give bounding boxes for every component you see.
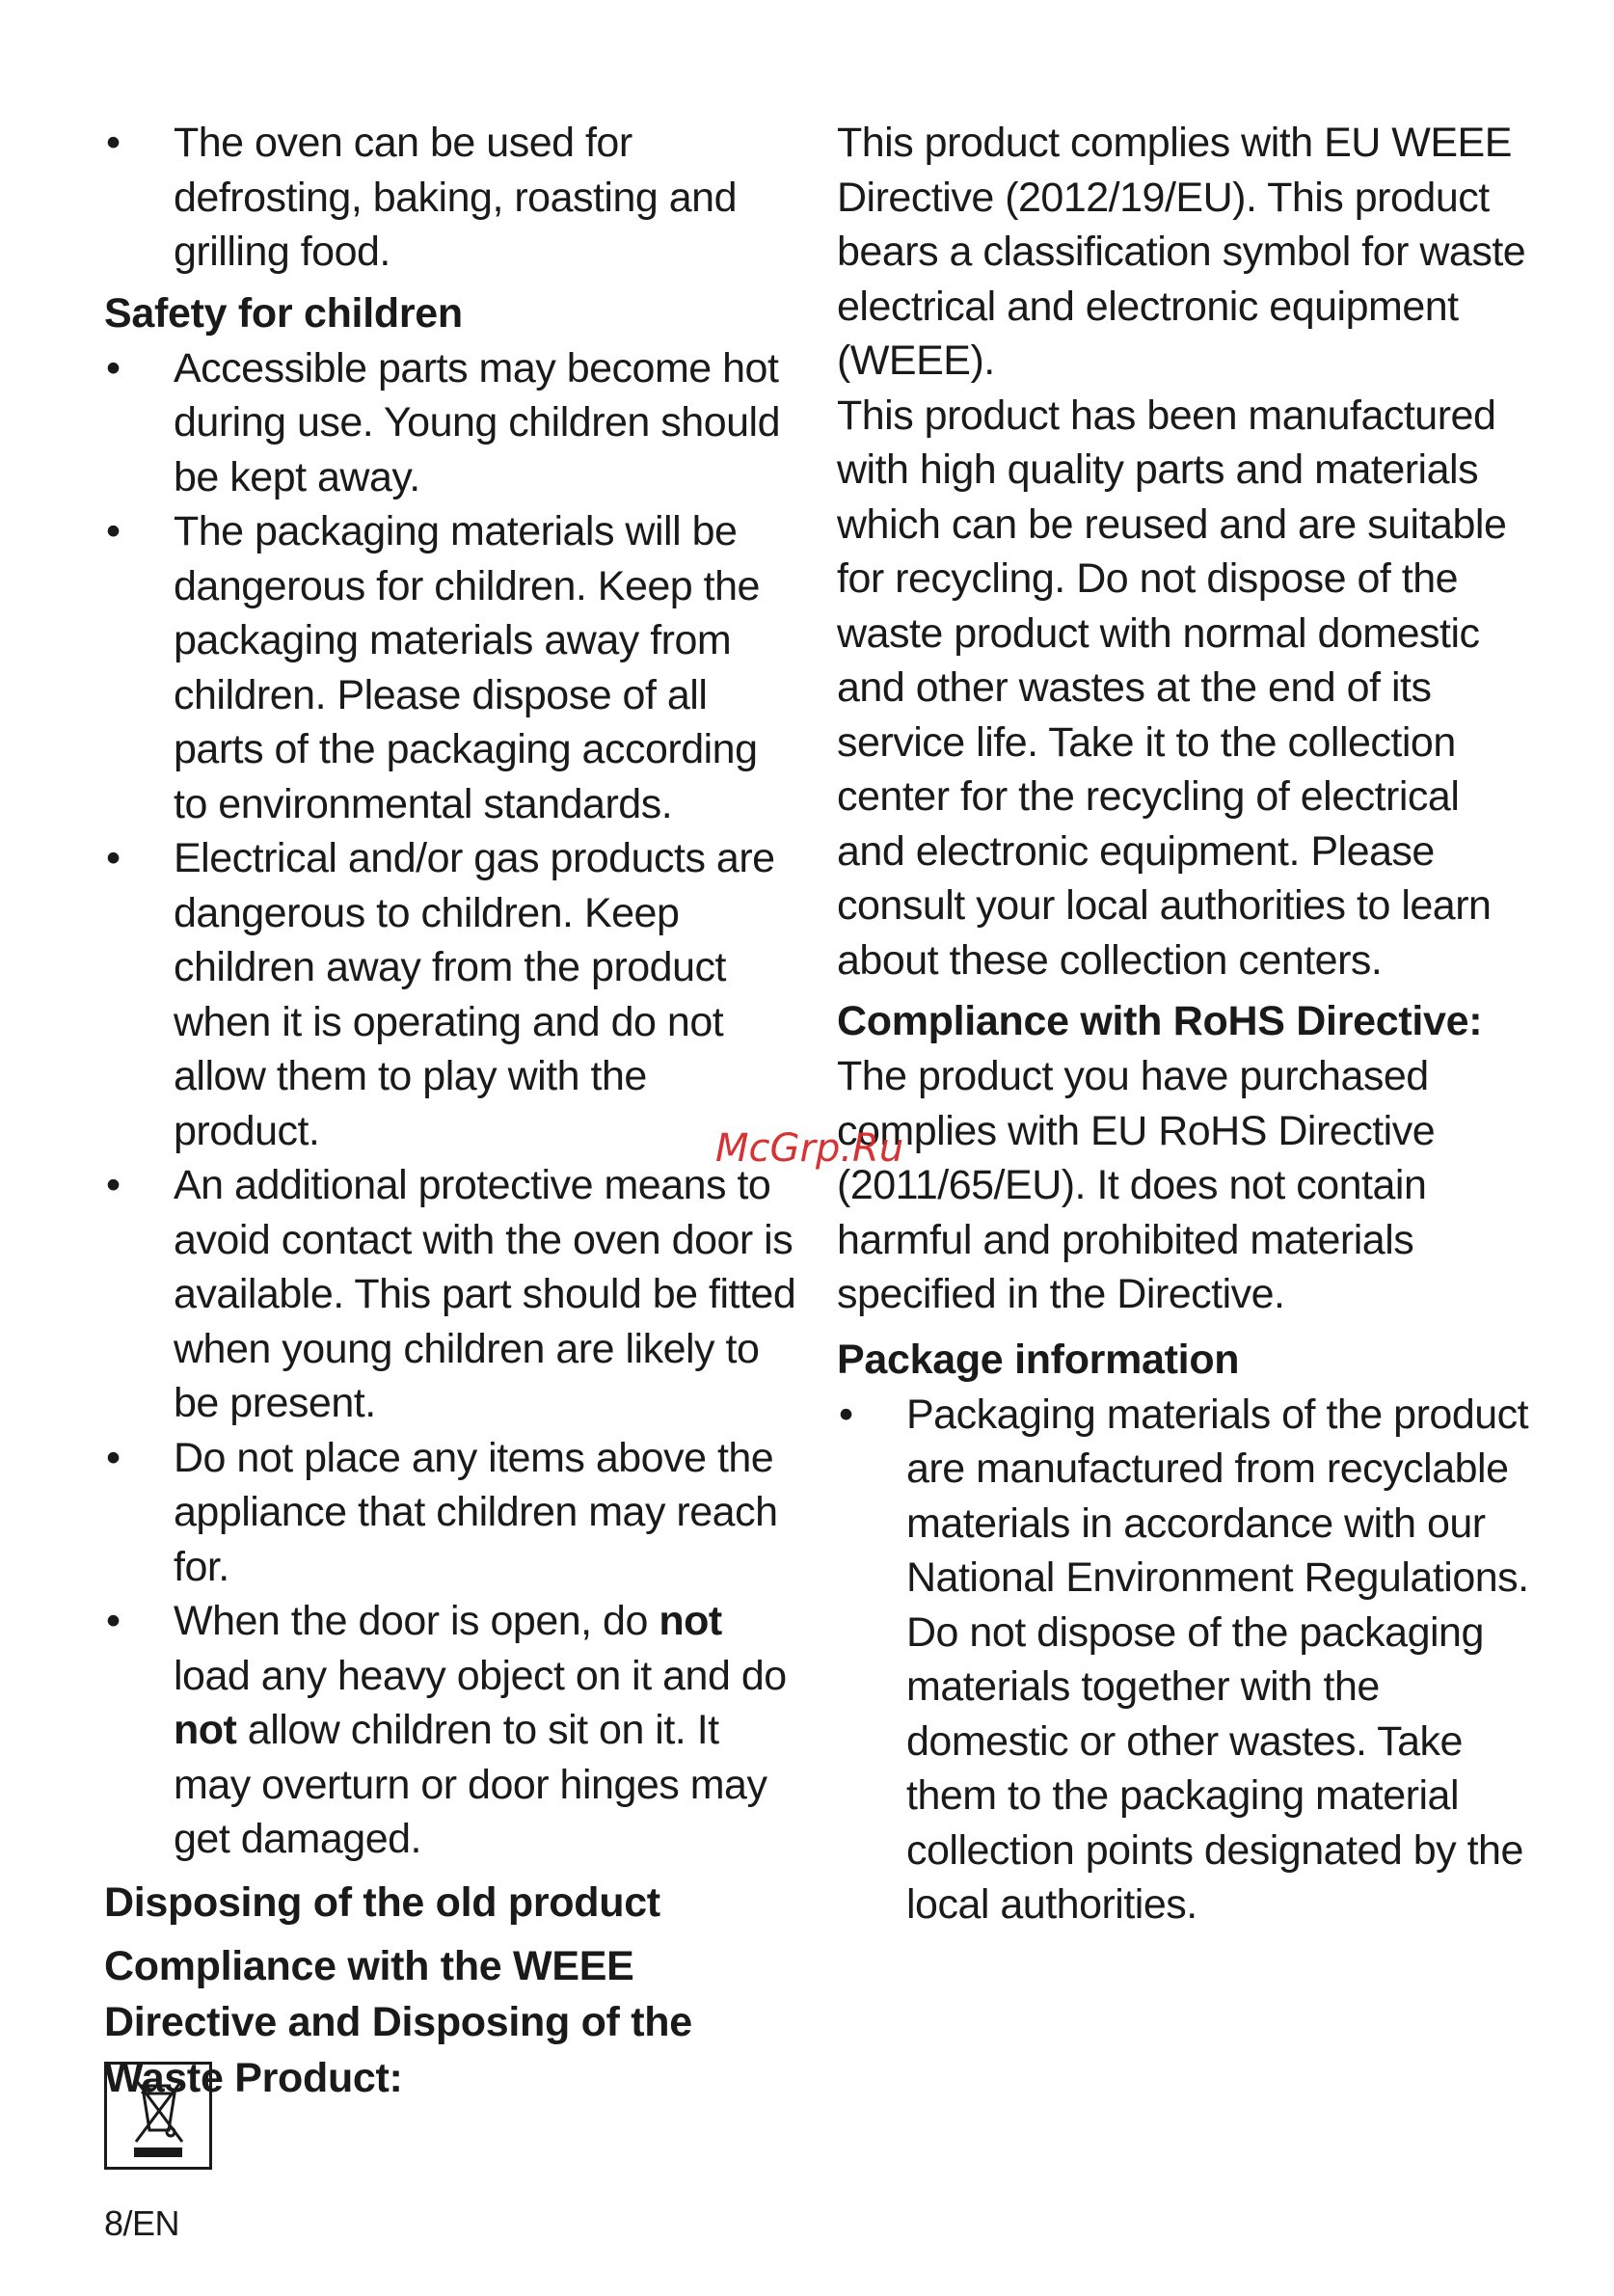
bullet-text: The packaging materials will be dangerous for children. Keep the packaging materials away from children. Please dispose of all parts of the packaging according to environmental standards. [174, 508, 760, 827]
bullet-icon: • [106, 1598, 121, 1644]
right-column [837, 116, 1531, 1932]
list-item [104, 1158, 798, 1431]
bullet-text: An additional protective means to avoid contact with the oven door is available. This part should be fitted when young children are likely to be present. [174, 1162, 796, 1426]
heading-disposing: Disposing of the old product [104, 1878, 660, 1926]
bullet-icon: • [106, 1434, 121, 1481]
bullet-text-part: load any heavy object on it and do [174, 1652, 787, 1699]
bullet-text-part: When the door is open, do [174, 1598, 659, 1644]
bullet-icon: • [106, 1162, 121, 1208]
heading-package-information: Package information [837, 1336, 1240, 1383]
heading-rohs: Compliance with RoHS Directive: [837, 998, 1483, 1044]
list-item [104, 831, 798, 1158]
heading-safety-children: Safety for children [104, 289, 463, 337]
list-item [104, 1594, 798, 1867]
bullet-icon: • [106, 344, 121, 392]
left-column [104, 116, 798, 2106]
weee-paragraph-1: This product complies with EU WEEE Directive (2012/19/EU). This product bears a classification symbol for waste electrical and electronic equipment (WEEE). [837, 120, 1526, 384]
emphasis-not: not [659, 1598, 722, 1644]
list-item [104, 116, 798, 280]
bullet-text-part: allow children to sit on it. It may overturn or door hinges may get damaged. [174, 1707, 767, 1862]
list-item [104, 1431, 798, 1595]
bullet-icon: • [106, 508, 121, 554]
list-item [837, 1388, 1531, 1932]
emphasis-not: not [174, 1707, 237, 1753]
list-item [104, 504, 798, 831]
bullet-icon: • [106, 835, 121, 881]
watermark: McGrp.Ru [715, 1126, 904, 1171]
bullet-icon: • [106, 120, 121, 166]
heading-weee: Compliance with the WEEE Directive and Disposing of the Waste Product: [104, 1942, 692, 2101]
list-item [104, 341, 798, 505]
weee-paragraph-2: This product has been manufactured with high quality parts and materials which can be reused and are suitable for recycling. Do not dispose of the waste product with normal domestic and other wastes at the end of its service life. Take it to the collection center for the recycling of electrical and electronic equipment. Please consult your local authorities to learn about these collection centers. [837, 392, 1507, 984]
crossed-out-wheelie-bin-icon [107, 2065, 209, 2167]
bullet-text: Do not place any items above the appliance that children may reach for. [174, 1434, 778, 1590]
rohs-paragraph: The product you have purchased complies with EU RoHS Directive (2011/65/EU). It does not contain harmful and prohibited materials specified in the Directive. [837, 1053, 1436, 1317]
bullet-icon: • [839, 1391, 853, 1438]
bullet-text: Packaging materials of the product are manufactured from recyclable materials in accordance with our National Environment Regulations. Do not dispose of the packaging materials together with the domestic or other wastes. Take them to the packaging material collection points designated by the local authorities. [906, 1391, 1529, 1928]
page-number: 8/EN [104, 2203, 180, 2243]
bullet-text: Electrical and/or gas products are dangerous to children. Keep children away from the product when it is operating and do not allow them to play with the product. [174, 835, 775, 1154]
bullet-text: Accessible parts may become hot during use. Young children should be kept away. [174, 344, 781, 500]
intro-bullet-text: The oven can be used for defrosting, baking, roasting and grilling food. [174, 120, 738, 275]
weee-symbol-box [104, 2062, 212, 2170]
